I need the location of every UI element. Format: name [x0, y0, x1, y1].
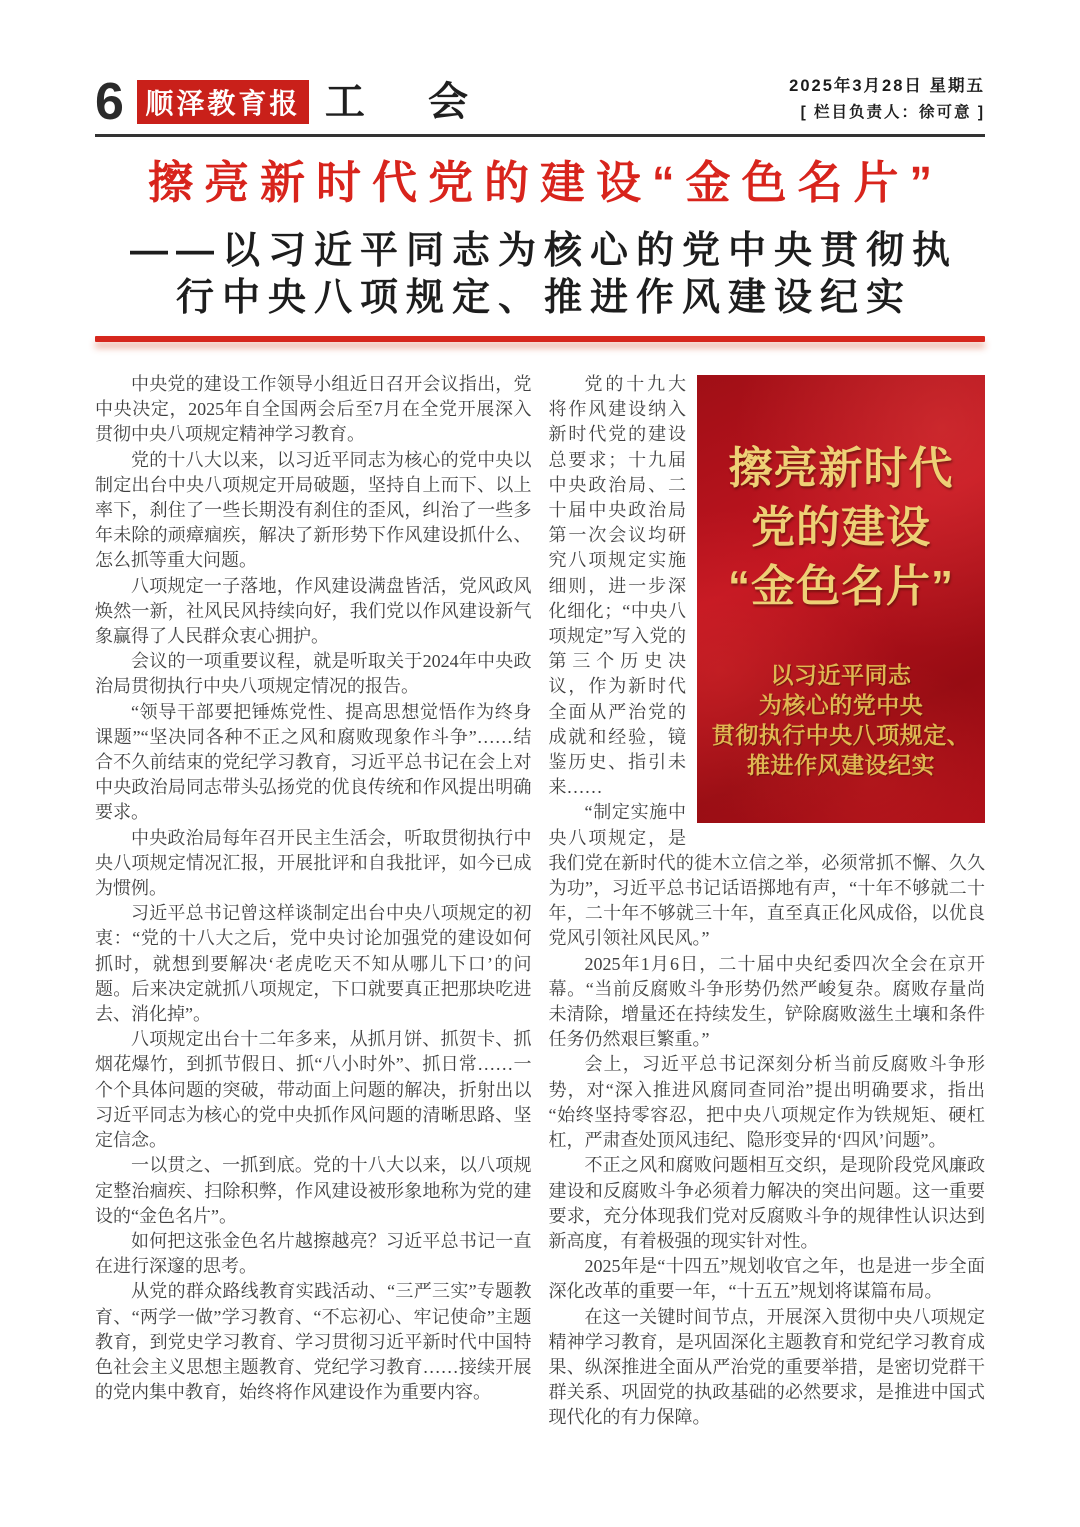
poster-subtitle-line: 推进作风建设纪实 — [747, 752, 935, 778]
issue-info — [789, 72, 985, 125]
poster-subtitle — [697, 660, 985, 780]
poster-title — [697, 375, 985, 616]
paragraph: 会上，习近平总书记深刻分析当前反腐败斗争形势，对“深入推进风腐同查同治”提出明确要求，指出“始终坚持零容忍，把中央八项规定作为铁规矩、硬杠杠，严肃查处顶风违纪、隐形变异的‘四风’问题”。 — [548, 1054, 985, 1151]
paragraph: 不正之风和腐败问题相互交织，是现阶段党风廉政建设和反腐败斗争必须着力解决的突出问题。这一重要要求，充分体现我们党对反腐败斗争的规律性认识达到新高度，有着极强的现实针对性。 — [548, 1155, 985, 1251]
paragraph: 党的十八大以来，以习近平同志为核心的党中央以制定出台中央八项规定开局破题，坚持自上而下、以上率下，刹住了一些长期没有刹住的歪风，纠治了一些多年未除的顽瘴痼疾，解决了新形势下作风建设抓什么、怎么抓等重大问题。 — [95, 449, 532, 571]
issue-date: 2025年3月28日 星期五 — [789, 77, 985, 95]
paragraph: 2025年是“十四五”规划收官之年，也是进一步全面深化改革的重要一年，“十五五”规划将谋篇布局。 — [548, 1256, 985, 1302]
paragraph: 习近平总书记曾这样谈制定出台中央八项规定的初衷：“党的十八大之后，党中央讨论加强党的建设如何抓时，就想到要解决‘老虎吃天不知从哪儿下口’的问题。后来决定就抓八项规定，下口就要真正把那块吃进去、消化掉”。 — [95, 903, 532, 1025]
right-column — [549, 372, 986, 1431]
paragraph: 党的十九大将作风建设纳入新时代党的建设总要求；十九届中央政治局、二十届中央政治局第一次会议均研究八项规定实施细则，进一步深化细化；“中央八项规定”写入党的第三个历史决议，作为新时代全面从严治党的成就和经验，镜鉴历史、指引未来…… — [548, 374, 686, 798]
article-subtitle — [95, 228, 985, 322]
paragraph: 八项规定一子落地，作风建设满盘皆活，党风政风焕然一新，社风民风持续向好，我们党以作风建设新气象赢得了人民群众衷心拥护。 — [95, 575, 532, 647]
page-number: 6 — [95, 73, 124, 131]
section-title: 工 会 — [324, 80, 495, 124]
paragraph: 八项规定出台十二年多来，从抓月饼、抓贺卡、抓烟花爆竹，到抓节假日、抓“八小时外”、抓日常……一个个具体问题的突破，带动面上问题的解决，折射出以习近平同志为核心的党中央抓作风问题的清晰思路、坚定信念。 — [95, 1029, 532, 1151]
paragraph: 在这一关键时间节点，开展深入贯彻中央八项规定精神学习教育，是巩固深化主题教育和党纪学习教育成果、纵深推进全面从严治党的重要举措，是密切党群干群关系、巩固党的执政基础的必然要求，是推进中国式现代化的有力保障。 — [548, 1306, 985, 1428]
poster-subtitle-line: 为核心的党中央 — [758, 692, 924, 718]
poster-title-line: 党的建设 — [751, 503, 931, 552]
paragraph: “制定实施中央八项规定，是我们党在新时代的徙木立信之举，必须常抓不懈、久久为功”，习近平总书记话语掷地有声，“十年不够就二十年，二十年不够就三十年，直至真正化风成俗，以优良党风引领社风民风。” — [548, 802, 985, 949]
paragraph: 中央政治局每年召开民主生活会，听取贯彻执行中央八项规定情况汇报，开展批评和自我批评，如今已成为惯例。 — [95, 827, 532, 899]
poster-subtitle-line: 以习近平同志 — [770, 662, 912, 688]
subtitle-line: ——以习近平同志为核心的党中央贯彻执 — [129, 230, 958, 272]
left-column — [95, 372, 532, 1431]
newspaper-masthead — [137, 80, 309, 124]
paragraph: 会议的一项重要议程，就是听取关于2024年中央政治局贯彻执行中央八项规定情况的报告。 — [95, 651, 532, 697]
poster-title-line: 擦亮新时代 — [728, 444, 954, 493]
paragraph: 从党的群众路线教育实践活动、“三严三实”专题教育、“两学一做”学习教育、“不忘初心、牢记使命”主题教育，到党史学习教育、学习贯彻习近平新时代中国特色社会主义思想主题教育、党纪学习教育……接续开展的党内集中教育，始终将作风建设作为重要内容。 — [95, 1281, 532, 1403]
headline-divider — [95, 336, 985, 342]
paragraph: 2025年1月6日，二十届中央纪委四次全会在京开幕。“当前反腐败斗争形势仍然严峻复杂。腐败存量尚未清除，增量还在持续发生，铲除腐败滋生土壤和条件任务仍然艰巨繁重。” — [548, 953, 985, 1050]
paragraph: 中央党的建设工作领导小组近日召开会议指出，党中央决定，2025年自全国两会后至7月在全党开展深入贯彻中央八项规定精神学习教育。 — [95, 374, 532, 445]
article-headline: 擦亮新时代党的建设“金色名片” — [147, 157, 943, 208]
page-header — [95, 72, 985, 131]
poster-title-line: “金色名片” — [728, 562, 954, 611]
masthead-label: 顺泽教育报 — [145, 87, 301, 120]
subtitle-line: 行中央八项规定、推进作风建设纪实 — [175, 277, 912, 319]
header-divider — [95, 134, 985, 137]
paragraph: 一以贯之、一抓到底。党的十八大以来，以八项规定整治痼疾、扫除积弊，作风建设被形象地称为党的建设的“金色名片”。 — [95, 1155, 532, 1226]
paragraph: “领导干部要把锤炼党性、提高思想觉悟作为终身课题”“坚决同各种不正之风和腐败现象作斗争”……结合不久前结束的党纪学习教育，习近平总书记在会上对中央政治局同志带头弘扬党的优良传统和作风提出明确要求。 — [95, 701, 532, 823]
poster-image — [697, 375, 985, 823]
masthead-group — [95, 73, 495, 131]
paragraph: 如何把这张金色名片越擦越亮？习近平总书记一直在进行深邃的思考。 — [95, 1230, 532, 1277]
poster-subtitle-line: 贯彻执行中央八项规定、 — [711, 722, 971, 748]
article-body — [95, 372, 985, 1431]
column-editor-note: [ 栏目负责人：徐可意 ] — [800, 104, 985, 121]
